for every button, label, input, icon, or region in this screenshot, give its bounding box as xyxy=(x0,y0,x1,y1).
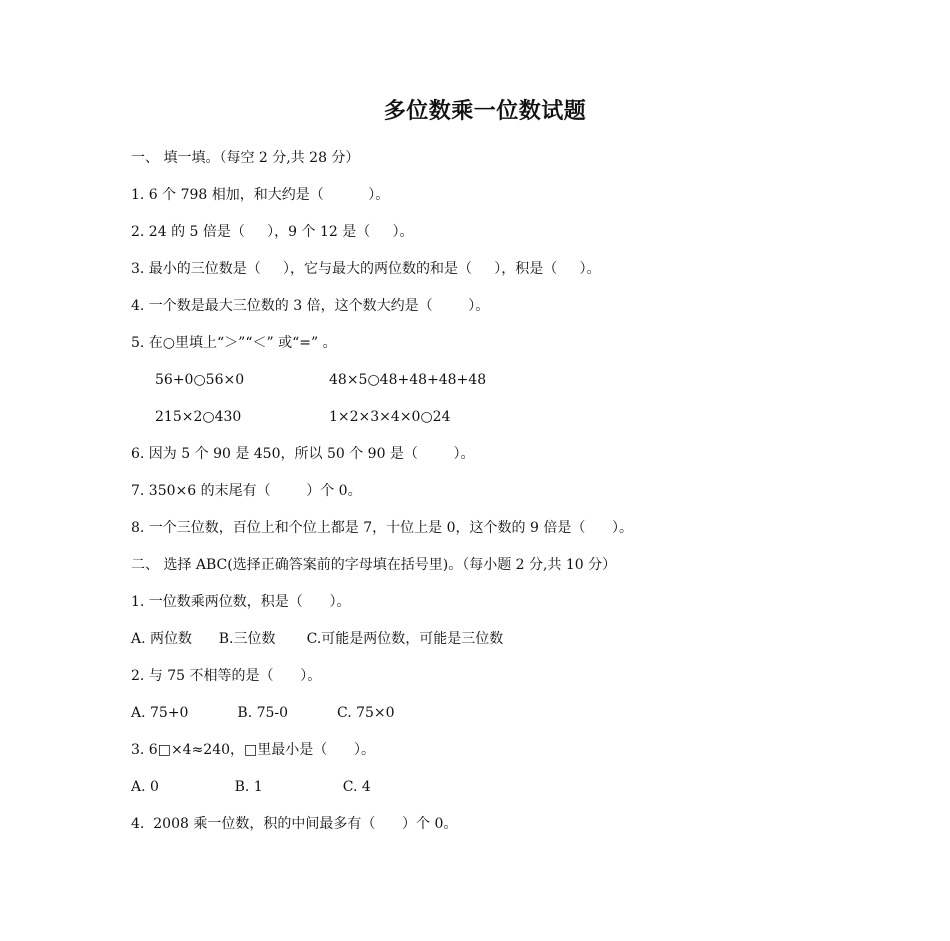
section-1-heading: 一、 填一填。（每空 2 分,共 28 分） xyxy=(131,150,360,166)
question-1-7: 7. 350×6 的末尾有（ ）个 0。 xyxy=(131,483,362,499)
page-title: 多位数乘一位数试题 xyxy=(383,99,587,124)
question-1-6: 6. 因为 5 个 90 是 450，所以 50 个 90 是（ ）。 xyxy=(131,446,475,462)
question-2-3: 3. 6□×4≈240，□里最小是（ ）。 xyxy=(131,742,375,758)
question-1-2: 2. 24 的 5 倍是（ ），9 个 12 是（ ）。 xyxy=(131,224,414,240)
question-1-3: 3. 最小的三位数是（ ），它与最大的两位数的和是（ ），积是（ ）。 xyxy=(131,261,601,277)
question-2-1: 1. 一位数乘两位数，积是（ ）。 xyxy=(131,594,351,610)
question-1-5: 5. 在○里填上“＞”“＜” 或“=” 。 xyxy=(131,335,337,351)
compare-item-c: 215×2○430 xyxy=(155,409,242,425)
compare-item-a: 56+0○56×0 xyxy=(155,372,245,388)
question-2-1-options: A. 两位数 B.三位数 C.可能是两位数，可能是三位数 xyxy=(131,631,504,647)
compare-item-d: 1×2×3×4×0○24 xyxy=(329,409,451,425)
compare-item-b: 48×5○48+48+48+48 xyxy=(329,372,487,388)
question-2-2: 2. 与 75 不相等的是（ ）。 xyxy=(131,668,322,684)
question-2-2-options: A. 75+0 B. 75-0 C. 75×0 xyxy=(131,705,395,721)
question-1-8: 8. 一个三位数，百位上和个位上都是 7，十位上是 0，这个数的 9 倍是（ ）。 xyxy=(131,520,634,536)
question-2-4: 4. 2008 乘一位数，积的中间最多有（ ）个 0。 xyxy=(131,816,458,832)
question-2-3-options: A. 0 B. 1 C. 4 xyxy=(131,779,371,795)
question-1-1: 1. 6 个 798 相加，和大约是（ ）。 xyxy=(131,187,390,203)
section-2-heading: 二、 选择 ABC(选择正确答案前的字母填在括号里)。（每小题 2 分,共 10 分） xyxy=(131,557,617,573)
question-1-4: 4. 一个数是最大三位数的 3 倍，这个数大约是（ ）。 xyxy=(131,298,490,314)
